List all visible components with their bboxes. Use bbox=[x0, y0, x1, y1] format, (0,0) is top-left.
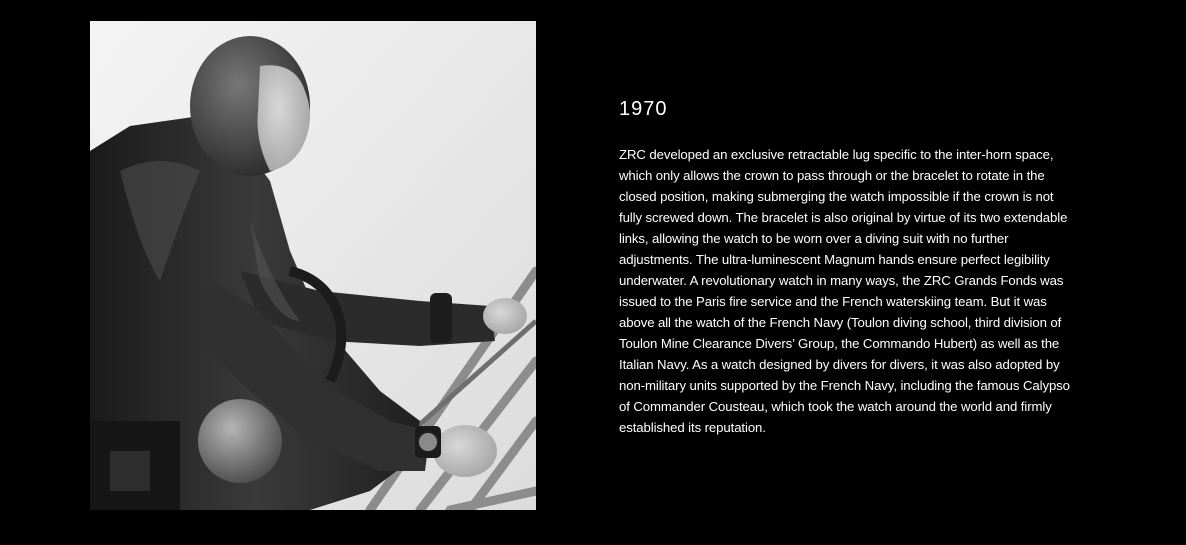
diver-photo bbox=[90, 21, 536, 510]
year-heading: 1970 bbox=[619, 98, 668, 120]
history-text-panel bbox=[619, 96, 1074, 438]
history-description: ZRC developed an exclusive retractable lug specific to the inter-horn space, which only allows the crown to pass through or the bracelet to rotate in the closed position, making submerging the watch impossible if the crown is not fully screwed down. The bracelet is also original by virtue of its two extendable links, allowing the watch to be worn over a diving suit with no further adjustments. The ultra-luminescent Magnum hands ensure perfect legibility underwater. A revolutionary watch in many ways, the ZRC Grands Fonds was issued to the Paris fire service and the French waterskiing team. But it was above all the watch of the French Navy (Toulon diving school, third division of Toulon Mine Clearance Divers’ Group, the Commando Hubert) as well as the Italian Navy. As a watch designed by divers for divers, it was also adopted by non-military units supported by the French Navy, including the famous Calypso of Commander Cousteau, which took the watch around the world and firmly established its reputation. bbox=[619, 147, 1070, 435]
